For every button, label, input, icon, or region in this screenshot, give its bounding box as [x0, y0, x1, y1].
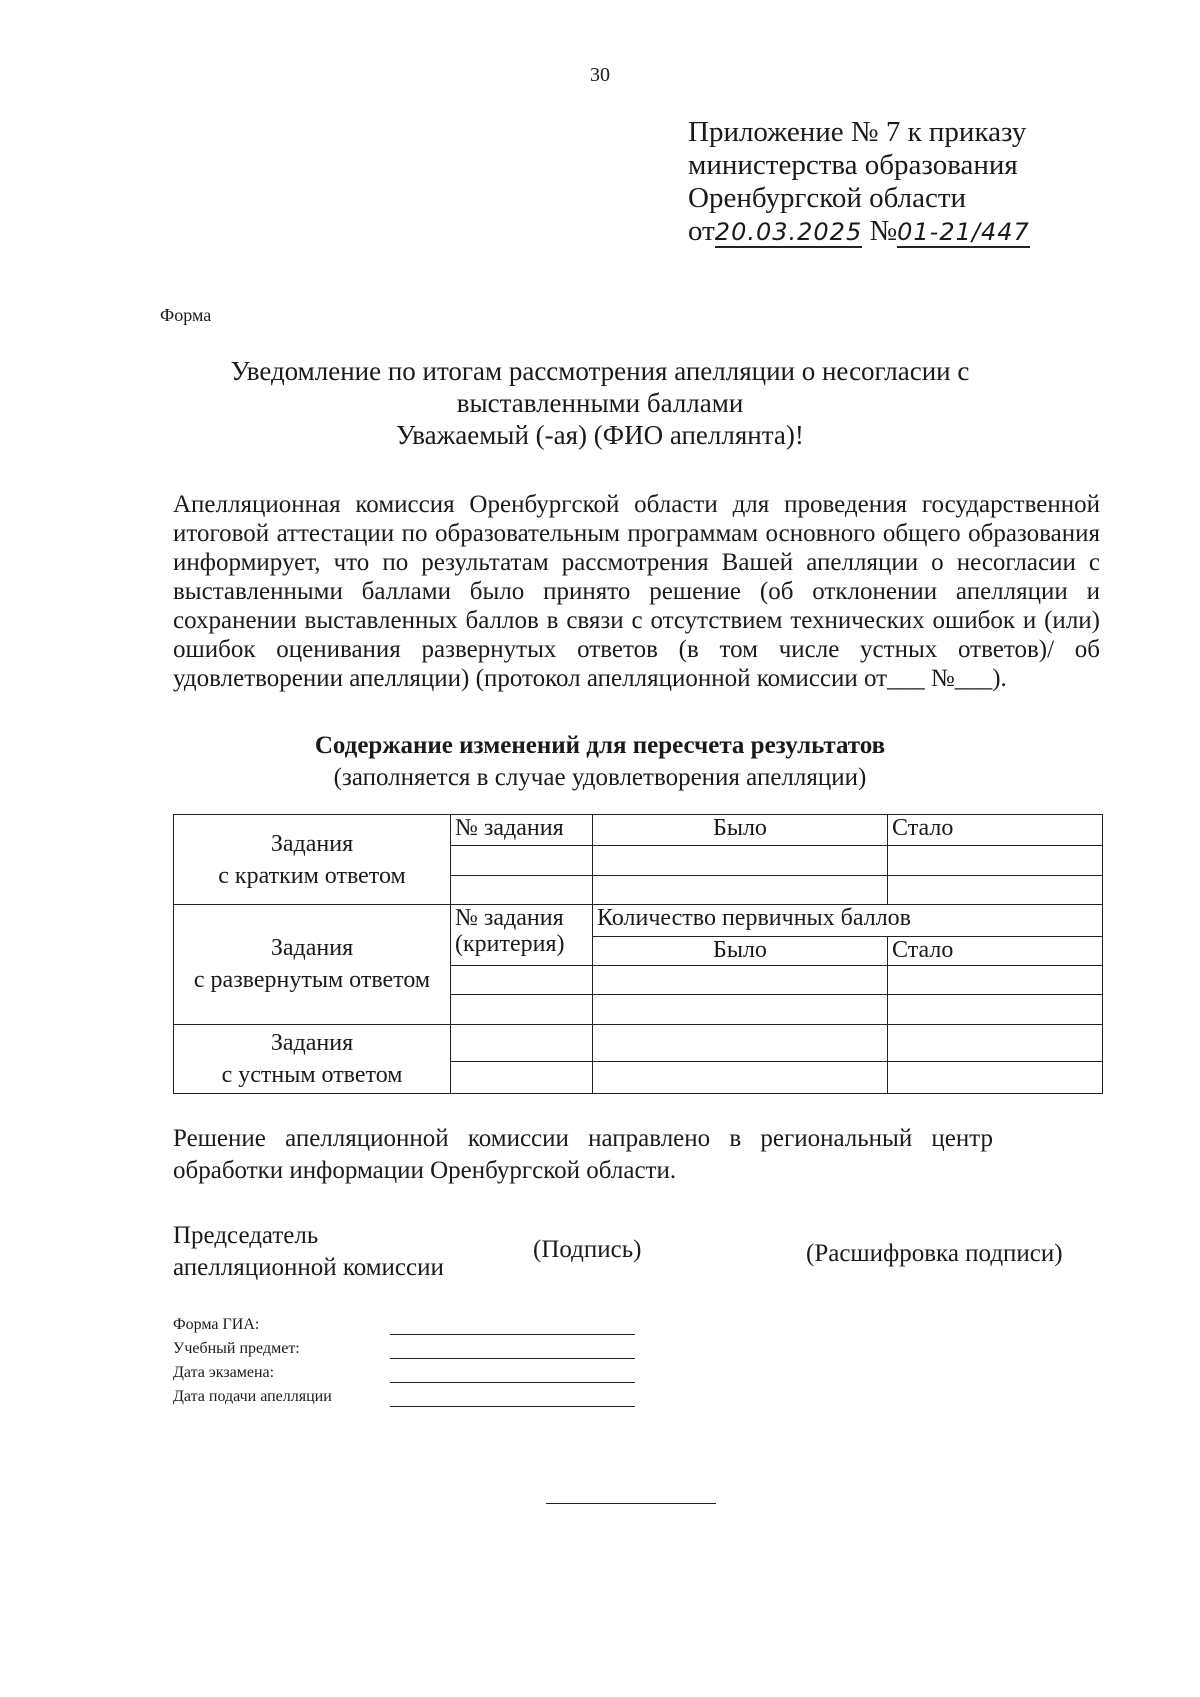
title-line-1: Уведомление по итогам рассмотрения апелляции о несогласии с: [230, 356, 970, 386]
extended-answer-label: Задания с развернутым ответом: [174, 905, 451, 1025]
table-cell: [593, 965, 888, 994]
title-line-2: выставленными баллами: [456, 388, 744, 418]
table-cell: [888, 1062, 1103, 1094]
table-cell: [888, 875, 1103, 904]
col-became: Стало: [888, 936, 1103, 965]
table-cell: [451, 1024, 593, 1062]
appendix-date-number: [688, 215, 1030, 248]
salutation: Уважаемый (-ая) (ФИО апеллянта)!: [396, 420, 804, 450]
chairman-line-1: Председатель: [173, 1222, 319, 1249]
body-text: [173, 490, 1100, 693]
table-cell: [451, 965, 593, 994]
changes-heading-note: (заполняется в случае удовлетворения апелляции): [333, 764, 867, 791]
table-cell: [451, 846, 593, 875]
end-divider: [546, 1503, 716, 1504]
meta-form-gia: Форма ГИА:: [173, 1316, 260, 1333]
table-cell: [451, 995, 593, 1024]
col-was: Было: [593, 936, 888, 965]
changes-table: [173, 814, 1103, 1094]
appendix-header: [688, 116, 1030, 248]
appendix-line-2: министерства образования: [688, 149, 1018, 181]
changes-heading-title: Содержание изменений для пересчета результатов: [314, 732, 886, 759]
handwritten-number: 01-21/447: [897, 218, 1030, 246]
signature-label: (Подпись): [533, 1236, 642, 1263]
table-cell: [593, 1062, 888, 1094]
meta-subject: Учебный предмет:: [173, 1340, 300, 1357]
meta-fields: [173, 1313, 332, 1409]
from-prefix: от: [688, 215, 715, 247]
table-cell: [888, 995, 1103, 1024]
appendix-line-1: Приложение № 7 к приказу: [688, 116, 1027, 148]
handwritten-date: 20.03.2025: [714, 218, 863, 246]
table-cell: [593, 875, 888, 904]
signature-decoding-label: (Расшифровка подписи): [806, 1240, 1063, 1267]
chairman-label: [173, 1220, 444, 1284]
meta-appeal-date: Дата подачи апелляции: [173, 1388, 332, 1405]
appeal-date-blank-line: [390, 1406, 635, 1407]
col-task-criterion: № задания (критерия): [451, 905, 593, 966]
table-cell: [593, 1024, 888, 1062]
meta-exam-date: Дата экзамена:: [173, 1364, 275, 1381]
oral-answer-label: Задания с устным ответом: [174, 1024, 451, 1093]
subject-blank-line: [390, 1358, 635, 1359]
table-row: [174, 905, 1103, 936]
decision-text: Решение апелляционной комиссии направлено в региональный центр обработки информации Оренбургской области.: [173, 1125, 993, 1184]
chairman-line-2: апелляционной комиссии: [173, 1254, 444, 1281]
col-primary-points: Количество первичных баллов: [593, 905, 1103, 936]
table-cell: [593, 995, 888, 1024]
table-row: [174, 815, 1103, 846]
document-title: [150, 355, 1050, 451]
number-prefix: №: [869, 215, 898, 247]
col-task-number: № задания: [451, 815, 593, 846]
col-was: Было: [593, 815, 888, 846]
short-answer-label: Задания с кратким ответом: [174, 815, 451, 905]
table-row: [174, 1024, 1103, 1062]
body-paragraph: Апелляционная комиссия Оренбургской области для проведения государственной итоговой аттестации по образовательным программам основного общего образования информирует, что по результатам рассмотрения Вашей апелляции о несогласии с выставленными баллами было принято решение (об отклонении апелляции и сохранении выставленных баллов в связи с отсутствием технических ошибок и (или) ошибок оценивания развернутых ответов (в том числе устных ответов)/ об удовлетворении апелляции) (протокол апелляционной комиссии от___ №___).: [173, 491, 1100, 692]
col-became: Стало: [888, 815, 1103, 846]
form-gia-blank-line: [390, 1334, 635, 1335]
table-cell: [888, 846, 1103, 875]
page-number: 30: [590, 64, 610, 86]
table-cell: [451, 1062, 593, 1094]
form-label: Форма: [160, 305, 212, 325]
exam-date-blank-line: [390, 1382, 635, 1383]
table-cell: [888, 965, 1103, 994]
changes-heading: [150, 730, 1050, 794]
table-cell: [593, 846, 888, 875]
table-cell: [451, 875, 593, 904]
table-cell: [888, 1024, 1103, 1062]
appendix-line-3: Оренбургской области: [688, 182, 967, 214]
